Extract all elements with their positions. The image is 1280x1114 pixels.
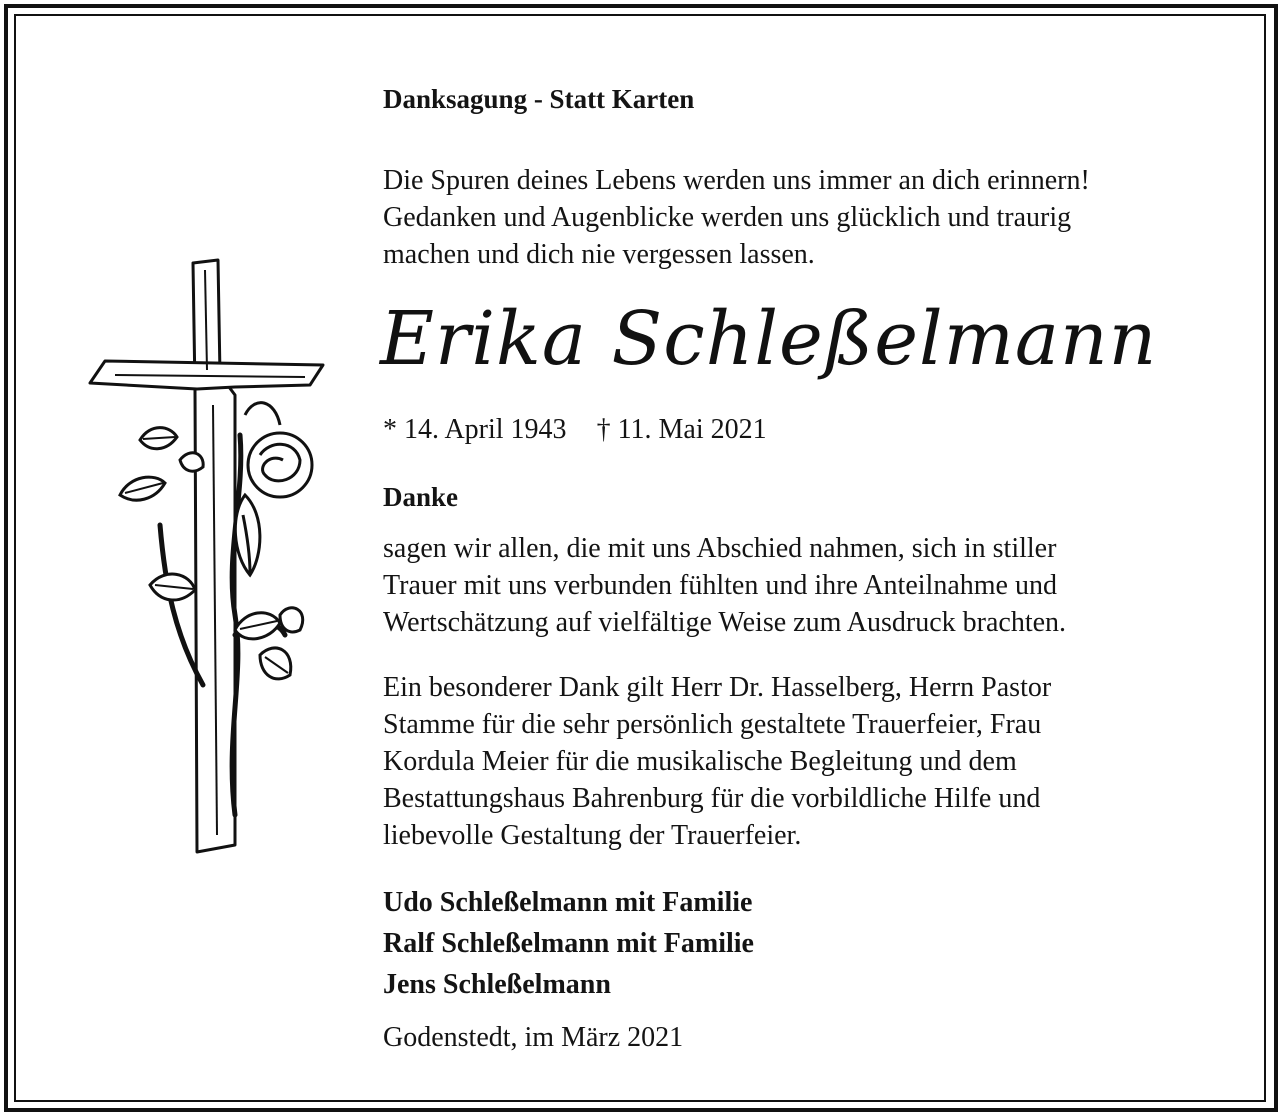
signer: Udo Schleßelmann mit Familie bbox=[383, 887, 753, 918]
signer: Jens Schleßelmann bbox=[383, 969, 611, 1000]
death-date: † 11. Mai 2021 bbox=[596, 414, 767, 445]
thanks-heading: Danke bbox=[383, 482, 459, 512]
life-dates bbox=[383, 414, 767, 446]
signers-list bbox=[383, 882, 754, 1005]
birth-date: * 14. April 1943 bbox=[383, 414, 567, 445]
deceased-name: Erika Schleßelmann bbox=[380, 296, 1158, 382]
motto-text: Die Spuren deines Lebens werden uns immer an dich erinnern! Gedanken und Augenblicke werden uns glücklich und traurig machen und dich nie vergessen lassen. bbox=[383, 165, 1090, 270]
place-date: Godenstedt, im März 2021 bbox=[383, 1022, 684, 1053]
signer: Ralf Schleßelmann mit Familie bbox=[383, 928, 754, 959]
cross-with-rose-icon bbox=[85, 255, 330, 860]
thanks-paragraph-1: sagen wir allen, die mit uns Abschied nahmen, sich in stiller Trauer mit uns verbunden fühlten und ihre Anteilnahme und Wertschätzung auf vielfältige Weise zum Ausdruck brachten. bbox=[383, 533, 1067, 638]
thanks-paragraph-2: Ein besonderer Dank gilt Herr Dr. Hasselberg, Herrn Pastor Stamme für die sehr persönlich gestaltete Trauerfeier, Frau Kordula Meier für die musikalische Begleitung und dem Bestattungshaus Bahrenburg für die vorbildliche Hilfe und liebevolle Gestaltung der Trauerfeier. bbox=[383, 672, 1052, 851]
heading: Danksagung - Statt Karten bbox=[383, 84, 695, 114]
